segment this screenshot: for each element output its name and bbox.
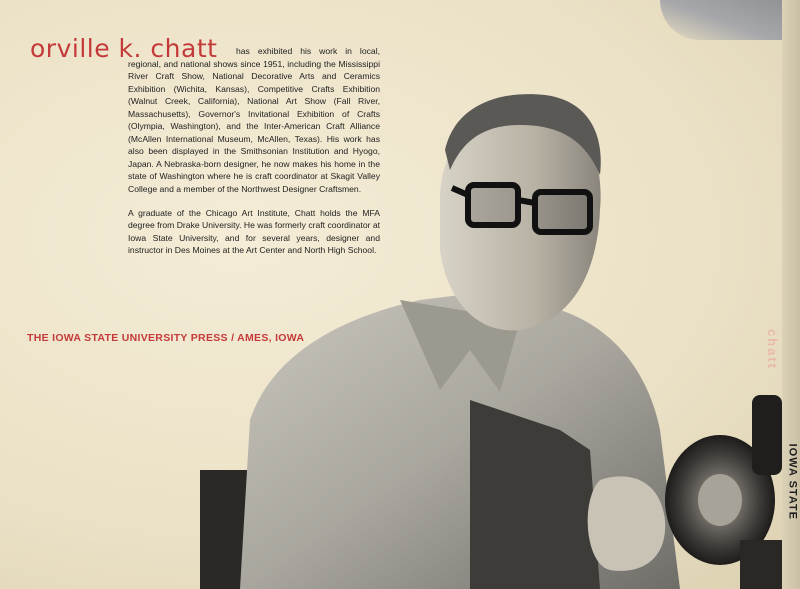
publisher-line: THE IOWA STATE UNIVERSITY PRESS / AMES, IOWA: [27, 332, 305, 344]
author-name: orville k. chatt: [30, 34, 218, 63]
bio-paragraph-2: A graduate of the Chicago Art Institute, Chatt holds the MFA degree from Drake University. He was formerly craft coordinator at Iowa State University, and for several years, designer and instructor in Des Moines at the Art Center and North High School.: [128, 207, 381, 256]
grinder-housing: [752, 395, 782, 475]
bio-paragraph-1: has exhibited his work in local, regional, and national shows since 1951, including the Mississippi River Craft Show, National Decorative Arts and Ceramics Exhibition (Wichita, Kansas), Competitive Crafts Exhibition (Walnut Creek, California), National Art Show (Fall River, Massachusetts), Governor's Invitational Exhibition of Crafts (Olympia, Washington), and the Inter-American Craft Alliance (McAllen International Museum, McAllen, Texas). His work has also been displayed in the Smithsonian Institution and Hyogo, Japan. A Nebraska-born designer, he now makes his home in the state of Washington where he is craft coordinator at Skagit Valley College and a member of the Northwest Designer Craftsmen.: [128, 46, 380, 195]
spine-title: IOWA STATE: [786, 443, 798, 520]
spine-ghost-text: chatt: [765, 328, 780, 370]
author-bio: [128, 45, 380, 257]
